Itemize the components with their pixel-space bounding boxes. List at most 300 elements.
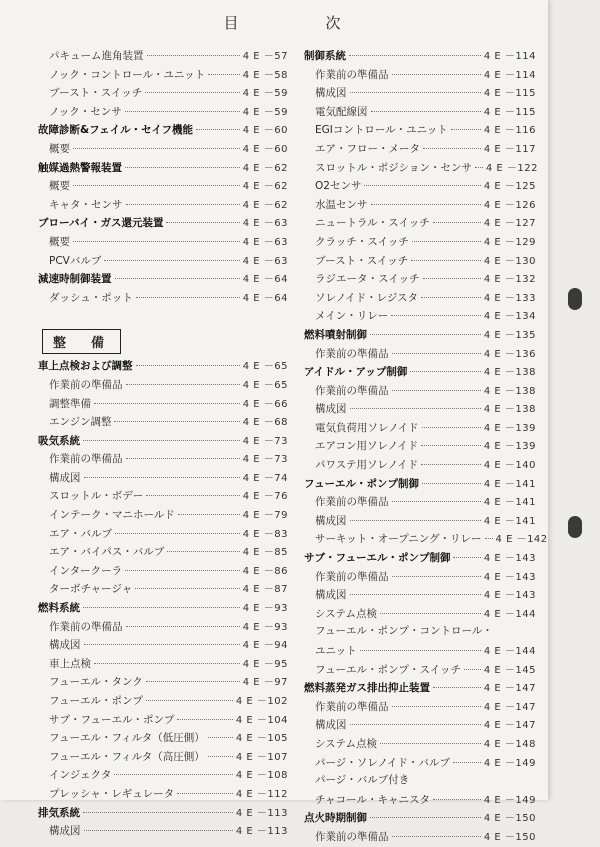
toc-entry <box>38 766 288 785</box>
toc-page-number: 4 E －149 <box>483 757 536 769</box>
toc-page-number: 4 E －65 <box>242 379 288 391</box>
toc-entry <box>38 487 288 506</box>
toc-right-list <box>304 47 548 847</box>
leader-dots <box>126 204 240 205</box>
toc-page-number: 4 E －147 <box>483 720 536 732</box>
toc-entry-title: フューエル・フィルタ（高圧側） <box>49 750 205 763</box>
toc-entry <box>304 493 536 512</box>
leader-dots <box>146 681 240 682</box>
toc-entry-title: インジェクタ <box>49 769 112 782</box>
toc-entry <box>304 735 536 754</box>
leader-dots <box>453 557 480 558</box>
toc-page-number: 4 E －107 <box>235 751 288 763</box>
toc-entry-title: 作業前の準備品 <box>315 68 389 81</box>
toc-page-number: 4 E －57 <box>242 51 288 62</box>
toc-entry-title: 構成図 <box>315 403 347 416</box>
leader-dots <box>208 74 240 75</box>
leader-dots <box>94 663 240 664</box>
toc-entry-title: 燃料蒸発ガス排出抑止装置 <box>304 682 430 695</box>
toc-page-number: 4 E －59 <box>242 88 288 100</box>
toc-entry-title: ソレノイド・レジスタ <box>315 291 419 304</box>
leader-dots <box>125 167 240 168</box>
toc-entry <box>304 345 536 364</box>
leader-dots <box>475 167 483 168</box>
toc-entry <box>38 252 288 271</box>
toc-entry <box>38 673 288 692</box>
page-title: 目 次 <box>223 14 377 32</box>
toc-entry <box>38 711 288 730</box>
toc-page-number: 4 E －63 <box>242 255 288 267</box>
leader-dots <box>392 353 481 354</box>
leader-dots <box>196 129 240 130</box>
toc-page-number: 4 E －112 <box>235 788 288 800</box>
toc-page-number: 4 E －76 <box>242 491 288 503</box>
leader-dots <box>433 687 481 688</box>
leader-dots <box>146 495 239 496</box>
toc-entry-title: 触媒過熱警報装置 <box>38 161 122 174</box>
leader-dots <box>166 222 239 223</box>
toc-page-number: 4 E －147 <box>483 683 536 695</box>
toc-entry <box>304 568 536 587</box>
toc-heading-entry <box>38 599 288 618</box>
toc-entry-title: パージ・ソレノイド・バルブ <box>315 756 450 769</box>
toc-entry-title: フューエル・ポンプ <box>49 695 143 707</box>
leader-dots <box>349 55 481 56</box>
leader-dots <box>392 501 481 502</box>
leader-dots <box>364 185 480 186</box>
toc-heading-entry <box>304 47 536 66</box>
toc-page-number: 4 E －62 <box>242 162 288 174</box>
toc-entry-title: EGIコントロール・ユニット <box>315 124 448 137</box>
toc-entry-title: 吸気系統 <box>38 434 80 447</box>
toc-page-number: 4 E －130 <box>483 255 536 267</box>
toc-page-number: 4 E －97 <box>242 677 288 689</box>
leader-dots <box>360 650 481 651</box>
toc-entry-title: 概要 <box>49 142 70 155</box>
leader-dots <box>392 74 481 75</box>
toc-entry-title: 構成図 <box>49 825 81 838</box>
leader-dots <box>371 204 481 205</box>
toc-entry <box>38 636 288 655</box>
toc-entry <box>38 543 288 562</box>
toc-entry <box>304 121 536 140</box>
toc-entry-title: 作業前の準備品 <box>315 570 389 583</box>
toc-entry <box>304 233 536 252</box>
toc-entry-title: 構成図 <box>49 471 81 484</box>
toc-entry <box>304 66 536 85</box>
toc-page-number: 4 E －63 <box>242 236 288 248</box>
toc-heading-entry <box>304 809 536 828</box>
toc-entry <box>38 140 288 159</box>
toc-entry-title: エア・バイパス・バルブ <box>49 546 165 559</box>
leader-dots <box>451 129 481 130</box>
toc-heading-entry <box>304 363 536 382</box>
binder-hole-icon <box>568 516 582 538</box>
toc-page-number: 4 E －126 <box>483 199 536 211</box>
toc-heading-entry <box>38 357 288 376</box>
leader-dots <box>208 737 233 738</box>
toc-entry-title: 作業前の準備品 <box>49 378 123 391</box>
toc-entry <box>38 525 288 544</box>
toc-page-number: 4 E －125 <box>483 181 536 193</box>
toc-entry-title: チャコール・キャニスタ <box>315 793 430 806</box>
section-label-seibi: 整 備 <box>42 329 121 354</box>
toc-page-number: 4 E －141 <box>483 515 536 527</box>
toc-page-number: 4 E －148 <box>483 738 536 750</box>
toc-page-number: 4 E －58 <box>242 69 288 81</box>
toc-entry-title: 構成図 <box>315 87 347 100</box>
toc-entry <box>304 400 536 419</box>
section-heading-wrap <box>38 329 288 357</box>
leader-dots <box>464 669 481 670</box>
toc-page-number: 4 E －147 <box>483 701 536 713</box>
toc-page-number: 4 E －105 <box>235 733 288 745</box>
toc-entry <box>38 289 288 308</box>
toc-entry <box>304 419 536 438</box>
toc-entry <box>38 233 288 252</box>
toc-entry-title: ノック・センサ <box>49 105 122 118</box>
toc-entry-title: 減速時制御装置 <box>38 273 112 286</box>
toc-page-number: 4 E －117 <box>483 143 536 155</box>
leader-dots <box>147 55 240 56</box>
toc-page-number: 4 E －142 <box>495 534 548 546</box>
toc-right-column <box>304 47 548 847</box>
toc-entry-title: ラジエータ・スイッチ <box>315 273 420 286</box>
toc-entry-title: 水温センサ <box>315 198 368 211</box>
toc-page-number: 4 E －144 <box>483 608 536 620</box>
toc-page-number: 4 E －102 <box>235 696 288 707</box>
toc-entry-title: 車上点検および調整 <box>38 360 133 373</box>
leader-dots <box>73 241 240 242</box>
toc-page-number: 4 E －113 <box>235 807 288 819</box>
leader-dots <box>177 793 233 794</box>
toc-entry <box>304 103 536 122</box>
toc-entry <box>304 196 536 215</box>
toc-entry <box>38 822 288 841</box>
toc-page-number: 4 E －64 <box>242 274 288 286</box>
toc-entry-title: アイドル・アップ制御 <box>304 366 408 379</box>
toc-entry-title: PCVバルブ <box>49 254 102 267</box>
leader-dots <box>421 445 481 446</box>
toc-entry-title: エンジン調整 <box>49 416 112 429</box>
leader-dots <box>392 390 481 391</box>
toc-page-number: 4 E －143 <box>483 571 536 583</box>
leader-dots <box>392 706 481 707</box>
toc-left-bottom-list <box>38 357 288 840</box>
toc-entry-title: フューエル・フィルタ（低圧側） <box>49 732 205 745</box>
toc-entry <box>304 159 536 178</box>
toc-page-number: 4 E －94 <box>242 640 288 652</box>
toc-heading-entry <box>38 804 288 823</box>
leader-dots <box>370 817 481 818</box>
toc-entry <box>38 450 288 469</box>
toc-entry <box>38 413 288 432</box>
toc-page-number: 4 E －65 <box>242 361 288 373</box>
toc-page-number: 4 E －68 <box>242 417 288 429</box>
leader-dots <box>421 297 481 298</box>
toc-entry <box>304 252 536 271</box>
toc-page-number: 4 E －85 <box>242 547 288 559</box>
toc-page-number: 4 E －64 <box>242 292 288 304</box>
leader-dots <box>208 756 233 757</box>
toc-entry <box>304 791 536 810</box>
leader-dots <box>104 260 239 261</box>
toc-entry <box>304 772 536 791</box>
toc-entry-title: ターボチャージャ <box>49 583 133 596</box>
leader-dots <box>126 384 240 385</box>
toc-entry <box>38 580 288 599</box>
toc-entry-title: O2センサ <box>315 180 362 193</box>
toc-entry-title: ノック・コントロール・ユニット <box>49 68 206 81</box>
toc-entry <box>304 382 536 401</box>
toc-entry-title: エア・フロー・メータ <box>315 142 420 155</box>
toc-page-number: 4 E －138 <box>483 367 536 379</box>
toc-entry <box>38 177 288 196</box>
leader-dots <box>350 520 481 521</box>
leader-dots <box>125 570 240 571</box>
toc-entry-title: システム点検 <box>315 607 377 620</box>
leader-dots <box>350 92 481 93</box>
toc-entry <box>304 214 536 233</box>
leader-dots <box>126 626 240 627</box>
toc-page-number: 4 E －141 <box>483 497 536 509</box>
toc-page-number: 4 E －114 <box>483 51 536 62</box>
toc-entry-title: フューエル・ポンプ制御 <box>304 477 419 490</box>
leader-dots <box>422 427 481 428</box>
toc-page-number: 4 E －59 <box>242 106 288 118</box>
toc-entry <box>304 177 536 196</box>
binder-hole-icon <box>568 288 582 310</box>
leader-dots <box>410 371 481 372</box>
toc-entry <box>304 289 536 308</box>
toc-heading-entry <box>38 432 288 451</box>
toc-heading-entry <box>304 549 536 568</box>
toc-page-number: 4 E －129 <box>483 236 536 248</box>
toc-entry-title: 故障診断&フェイル・セイフ機能 <box>38 124 194 137</box>
leader-dots <box>178 514 240 515</box>
toc-page-number: 4 E －62 <box>242 199 288 211</box>
toc-entry <box>304 698 536 717</box>
leader-dots <box>433 799 481 800</box>
toc-page-number: 4 E －115 <box>483 106 536 118</box>
leader-dots <box>423 278 481 279</box>
leader-dots <box>421 464 481 465</box>
leader-dots <box>73 148 240 149</box>
toc-entry-title: システム点検 <box>315 737 377 750</box>
toc-heading-entry <box>304 679 536 698</box>
leader-dots <box>83 607 240 608</box>
toc-entry <box>304 754 536 773</box>
leader-dots <box>371 111 481 112</box>
toc-entry <box>38 66 288 85</box>
toc-entry-title: 構成図 <box>315 589 347 602</box>
leader-dots <box>84 644 240 645</box>
toc-page-number: 4 E －134 <box>483 311 536 323</box>
toc-left-column <box>38 47 288 841</box>
toc-entry <box>38 196 288 215</box>
toc-entry-title: 調整準備 <box>49 397 91 410</box>
toc-page-number: 4 E －79 <box>242 510 288 522</box>
toc-entry-title: メイン・リレー <box>315 310 389 323</box>
toc-entry <box>38 562 288 581</box>
toc-entry-title: サーキット・オープニング・リレー <box>315 533 482 546</box>
toc-page-number: 4 E －73 <box>242 435 288 447</box>
toc-entry-title: 作業前の準備品 <box>49 620 123 633</box>
toc-heading-entry <box>38 121 288 140</box>
toc-page-number: 4 E －122 <box>485 162 538 174</box>
toc-page-number: 4 E －108 <box>235 770 288 782</box>
toc-entry <box>304 661 536 680</box>
toc-page-number: 4 E －133 <box>483 292 536 304</box>
toc-entry <box>38 692 288 711</box>
toc-entry-title: 電気負荷用ソレノイド <box>315 421 419 434</box>
toc-entry <box>38 395 288 414</box>
toc-page-number: 4 E －87 <box>242 584 288 596</box>
toc-entry <box>304 642 536 661</box>
toc-entry <box>38 748 288 767</box>
leader-dots <box>83 812 233 813</box>
leader-dots <box>136 297 240 298</box>
toc-page-number: 4 E －93 <box>242 603 288 615</box>
leader-dots <box>94 403 240 404</box>
toc-entry <box>304 828 536 847</box>
leader-dots <box>350 408 481 409</box>
leader-dots <box>423 148 481 149</box>
toc-entry-title: 制御系統 <box>304 50 346 62</box>
toc-heading-entry <box>304 475 536 494</box>
toc-page-number: 4 E －60 <box>242 143 288 155</box>
leader-dots <box>411 260 481 261</box>
leader-dots <box>391 315 481 316</box>
toc-entry <box>304 437 536 456</box>
toc-page-number: 4 E －132 <box>483 274 536 286</box>
toc-entry-title: フューエル・ポンプ・コントロール・ <box>315 625 493 638</box>
toc-heading-entry <box>38 159 288 178</box>
leader-dots <box>412 241 481 242</box>
toc-entry-title: 点火時期制御 <box>304 812 367 825</box>
leader-dots <box>115 533 240 534</box>
toc-entry <box>304 84 536 103</box>
leader-dots <box>114 421 239 422</box>
leader-dots <box>453 762 481 763</box>
toc-entry <box>304 586 536 605</box>
leader-dots <box>84 477 240 478</box>
leader-dots <box>433 222 481 223</box>
toc-page-number: 4 E －140 <box>483 460 536 472</box>
leader-dots <box>126 458 240 459</box>
toc-page-number: 4 E －83 <box>242 528 288 540</box>
toc-entry-title: プレッシャ・レギュレータ <box>49 787 175 800</box>
toc-page-number: 4 E －66 <box>242 398 288 410</box>
toc-entry <box>38 729 288 748</box>
toc-entry-title: エアコン用ソレノイド <box>315 440 419 453</box>
toc-page-number: 4 E －113 <box>235 826 288 838</box>
leader-dots <box>84 830 233 831</box>
toc-entry-title: ブローバイ・ガス還元装置 <box>38 217 164 230</box>
toc-entry-title: 燃料系統 <box>38 602 80 615</box>
toc-page-number: 4 E －150 <box>483 831 536 843</box>
toc-entry-title: ブースト・スイッチ <box>315 254 409 267</box>
toc-entry <box>38 103 288 122</box>
toc-entry <box>304 512 536 531</box>
leader-dots <box>350 594 481 595</box>
toc-entry-title: 車上点検 <box>49 657 91 670</box>
toc-entry-title: 概要 <box>49 180 70 193</box>
toc-entry-title: スロットル・ボデー <box>49 490 144 503</box>
leader-dots <box>114 774 233 775</box>
toc-page-number: 4 E －138 <box>483 404 536 416</box>
toc-entry-title: クラッチ・スイッチ <box>315 235 409 248</box>
leader-dots <box>380 613 481 614</box>
toc-entry <box>304 307 536 326</box>
toc-entry-title: エア・バルブ <box>49 527 112 540</box>
toc-entry-title: フューエル・ポンプ・スイッチ <box>315 663 462 676</box>
toc-entry-title: インタークーラ <box>49 564 123 577</box>
leader-dots <box>380 743 481 744</box>
toc-entry <box>304 270 536 289</box>
toc-page-number: 4 E －115 <box>483 88 536 100</box>
toc-page-number: 4 E －127 <box>483 218 536 230</box>
toc-page-number: 4 E －114 <box>483 69 536 81</box>
toc-entry-title: 構成図 <box>315 514 347 527</box>
toc-entry <box>38 655 288 674</box>
leader-dots <box>115 278 240 279</box>
toc-entry-title: パージ・バルブ付き <box>315 774 410 787</box>
toc-page-number: 4 E －95 <box>242 658 288 670</box>
toc-entry-title: 燃料噴射制御 <box>304 328 367 341</box>
toc-entry-title: ユニット <box>315 645 357 657</box>
toc-page-number: 4 E －60 <box>242 125 288 137</box>
toc-page-number: 4 E －136 <box>483 348 536 360</box>
leader-dots <box>350 724 481 725</box>
toc-entry <box>304 140 536 159</box>
leader-dots <box>167 551 239 552</box>
toc-page-number: 4 E －150 <box>483 813 536 825</box>
toc-entry <box>304 623 536 642</box>
toc-entry-title: 作業前の準備品 <box>315 700 389 713</box>
toc-entry-title: 作業前の準備品 <box>315 347 389 360</box>
toc-entry <box>38 376 288 395</box>
toc-entry-title: ブースト・スイッチ <box>49 87 143 100</box>
toc-page-number: 4 E －139 <box>483 422 536 434</box>
toc-entry-title: 構成図 <box>49 639 81 652</box>
toc-entry <box>38 785 288 804</box>
leader-dots <box>422 483 481 484</box>
toc-page-number: 4 E －63 <box>242 218 288 230</box>
toc-entry <box>38 84 288 103</box>
toc-page-number: 4 E －138 <box>483 385 536 397</box>
toc-entry-title: キャタ・センサ <box>49 198 123 211</box>
leader-dots <box>145 92 239 93</box>
toc-page-number: 4 E －139 <box>483 441 536 453</box>
toc-entry-title: サブ・フューエル・ポンプ <box>49 713 175 726</box>
toc-entry-title: 作業前の準備品 <box>315 830 389 843</box>
leader-dots <box>136 365 240 366</box>
toc-page-number: 4 E －143 <box>483 590 536 602</box>
leader-dots <box>485 538 493 539</box>
leader-dots <box>146 700 233 701</box>
toc-heading-entry <box>38 214 288 233</box>
toc-entry <box>304 530 548 549</box>
toc-entry-title: 作業前の準備品 <box>315 384 389 397</box>
toc-entry-title: 作業前の準備品 <box>315 496 389 509</box>
toc-page-number: 4 E －93 <box>242 621 288 633</box>
toc-entry-title: サブ・フューエル・ポンプ制御 <box>304 552 451 565</box>
toc-page-number: 4 E －74 <box>242 472 288 484</box>
leader-dots <box>125 111 240 112</box>
toc-page-number: 4 E －145 <box>483 664 536 676</box>
toc-page-number: 4 E －62 <box>242 181 288 193</box>
